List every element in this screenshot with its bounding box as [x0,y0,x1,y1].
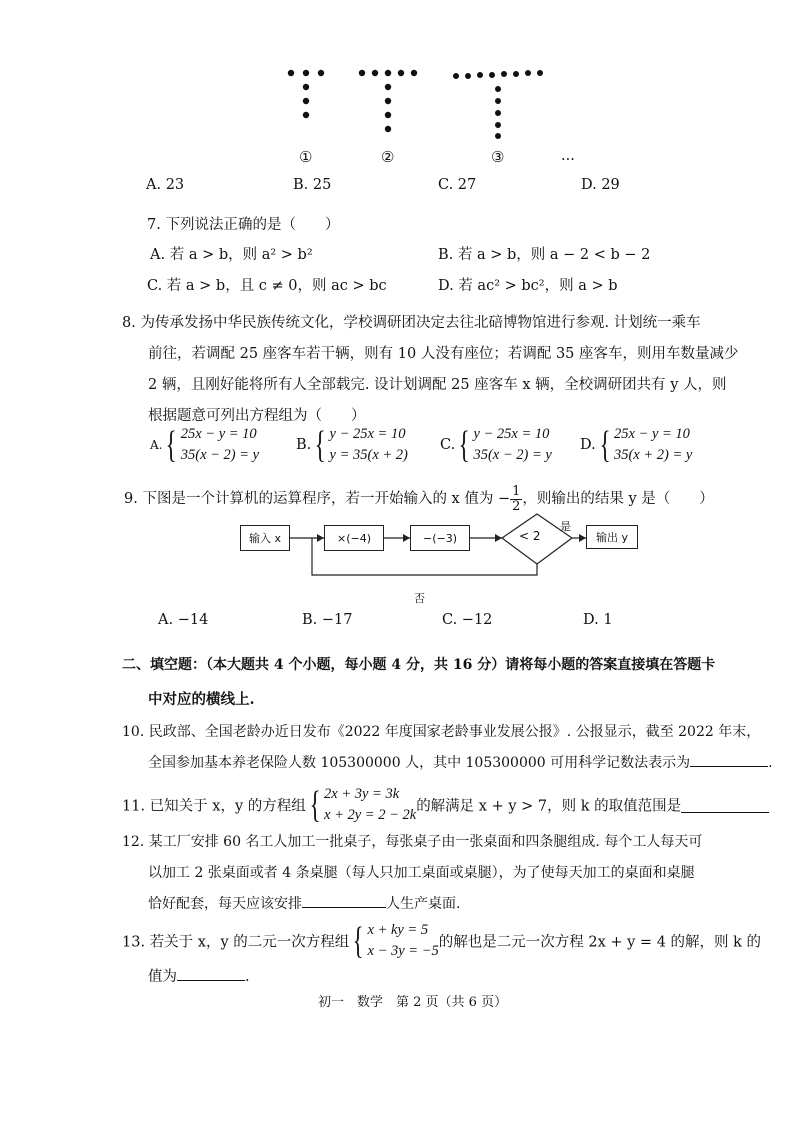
q12-answer-blank[interactable] [302,893,386,908]
q13-eq1: x + ky = 5 [367,922,429,938]
q11-answer-blank[interactable] [681,798,769,813]
q12-line-3-pre: 恰好配套，每天应该安排 [148,896,302,912]
q7-a-text: a > b，则 a² > b² [188,247,313,263]
page-footer: 初一 数学 第 2 页（共 6 页） [318,995,508,1010]
q10-line-2 [148,752,773,772]
q8-d-eq2: 35(x + 2) = y [613,447,693,463]
q8-a-eq2: 35(x − 2) = y [180,447,260,463]
q13-eq2: x − 3y = −5 [367,943,439,959]
q9-fraction [510,485,522,514]
flow-condition: < 2 [519,529,541,543]
q8-a-label: A. [150,438,163,452]
flow-output-box: 输出 y [586,525,638,549]
q8-b-label: B. [296,437,312,453]
q9-stem-pre: 9. 下图是一个计算机的运算程序，若一开始输入的 x 值为 − [124,491,511,507]
q8-line-1: 8. 为传承发扬中华民族传统文化，学校调研团决定去往北碚博物馆进行参观. 计划统一乘车 [122,315,701,331]
dot-pattern-figure [270,62,570,182]
q13-line-2 [148,965,250,986]
q11-pre: 11. 已知关于 x，y 的方程组 [122,798,306,815]
q10-end: . [768,755,773,771]
q13-answer-blank[interactable] [177,966,245,981]
q11: 11. 已知关于 x，y 的方程组{ 2x + 3y = 3k x + 2y = 2 − 2k的解满足 x + y > 7，则 k 的取值范围是 [122,784,769,826]
flow-multiply-box: ×(−4) [324,525,384,551]
q8-line-3: 2 辆，且刚好能将所有人全部载完. 设计划调配 25 座客车 x 辆，全校调研团共有 y 人，则 [148,377,727,393]
q10-answer-blank[interactable] [690,752,768,767]
flow-input-box: 输入 x [240,525,290,551]
q10-line-1: 10. 民政部、全国老龄办近日发布《2022 年度国家老龄事业发展公报》. 公报显示，截至 2022 年末， [122,724,761,740]
q9-stem [124,484,714,514]
q8-c-eq2: 35(x − 2) = y [473,447,552,463]
q7-option-a [150,243,313,264]
q12-line-2: 以加工 2 张桌面或者 4 条桌腿（每人只加工桌面或桌腿），为了使每天加工的桌面和桌腿 [148,865,695,881]
section2-heading-line2: 中对应的横线上. [148,691,255,708]
figure-ellipsis: ... [561,148,575,164]
q13-pre: 13. 若关于 x，y 的二元一次方程组 [122,934,350,951]
pattern-3 [453,70,543,139]
q13: 13. 若关于 x，y 的二元一次方程组{ x + ky = 5 x − 3y = −5的解也是二元一次方程 2x + y = 4 的解，则 k 的 [122,920,762,962]
q12-line-3 [148,893,460,913]
q11-post: 的解满足 x + y > 7，则 k 的取值范围是 [416,798,682,815]
q6-option-b: B. 25 [293,177,332,193]
q8-b-eq2: y = 35(x + 2) [329,447,408,463]
q7-option-c: C. 若 a > b，且 c ≠ 0，则 ac > bc [147,278,387,294]
q9-stem-post: ，则输出的结果 y 是（ ） [522,491,714,507]
q7-option-b: B. 若 a > b，则 a − 2 < b − 2 [438,247,651,263]
q10-line-2-text: 全国参加基本养老保险人数 105300000 人，其中 105300000 可用科学记数法表示为 [148,755,691,771]
q9-frac-num: 1 [512,483,521,499]
q7-option-d: D. 若 ac² > bc²，则 a > b [438,278,618,294]
q8-option-b: B.{ y − 25x = 10 y = 35(x + 2) [296,424,408,466]
q7-a-prefix: A. 若 [150,247,185,263]
q8-line-2: 前往，若调配 25 座客车若干辆，则有 10 人没有座位；若调配 35 座客车，则用车数量减少 [148,346,739,362]
q6-option-c: C. 27 [438,177,477,193]
q8-d-eq1: 25x − y = 10 [613,426,690,442]
q9-flowchart-lines [230,512,650,592]
figure-label-2: ② [381,148,395,166]
q8-option-d: D.{ 25x − y = 10 35(x + 2) = y [580,424,693,466]
flow-yes-label: 是 [560,520,571,533]
q7-stem: 7. 下列说法正确的是（ ） [147,217,340,233]
q13-post: 的解也是二元一次方程 2x + y = 4 的解，则 k 的 [438,934,762,951]
q11-eq1: 2x + 3y = 3k [324,786,400,802]
q9-option-c: C. −12 [442,612,493,628]
figure-label-1: ① [299,148,313,166]
q8-a-eq1: 25x − y = 10 [180,426,257,442]
q6-option-a: A. 23 [146,177,185,193]
flow-subtract-box: −(−3) [410,525,470,551]
q12-line-1: 12. 某工厂安排 60 名工人加工一批桌子，每张桌子由一张桌面和四条腿组成. 每个工人每天可 [122,834,703,850]
q9-frac-den: 2 [512,498,521,514]
q12-line-3-post: 人生产桌面. [386,896,461,912]
q8-c-eq1: y − 25x = 10 [473,426,550,442]
pattern-2 [359,70,417,132]
q6-option-d: D. 29 [581,177,620,193]
q9-option-a: A. −14 [158,612,209,628]
q8-line-4: 根据题意可列出方程组为（ ） [148,408,366,424]
flow-no-label: 否 [414,592,425,605]
q8-option-a: A.{ 25x − y = 10 35(x − 2) = y [150,424,260,466]
q13-line-2-end: . [245,969,250,985]
q8-option-c: C.{ y − 25x = 10 35(x − 2) = y [440,424,552,466]
q8-c-label: C. [440,437,456,453]
q8-d-label: D. [580,437,596,453]
pattern-1 [288,70,324,118]
q9-option-d: D. 1 [583,612,613,628]
q9-option-b: B. −17 [302,612,353,628]
section2-heading-line1: 二、填空题：（本大题共 4 个小题，每小题 4 分，共 16 分）请将每小题的答案直接填在答题卡 [122,657,716,673]
figure-label-3: ③ [491,148,505,166]
q8-b-eq1: y − 25x = 10 [329,426,406,442]
q13-line-2-pre: 值为 [148,969,177,985]
q11-eq2: x + 2y = 2 − 2k [324,807,417,823]
